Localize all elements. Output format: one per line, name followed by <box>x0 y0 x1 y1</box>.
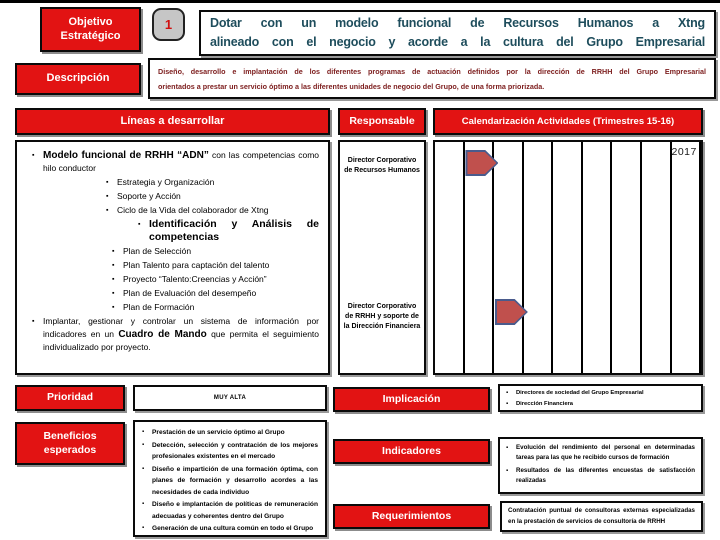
bullet-icon: ▪ <box>112 262 115 269</box>
lineas-item-text: Identificación y Análisis de competencias <box>149 218 319 243</box>
list-item-text: Resultados de las diferentes encuestas de satisfacción realizadas <box>516 467 695 484</box>
calendar-column-9 <box>672 142 702 373</box>
calendar-column-3 <box>494 142 524 373</box>
requerimientos-panel <box>500 501 703 532</box>
bullet-icon: ▪ <box>142 441 145 448</box>
lineas-panel <box>15 140 330 375</box>
calendar-column-8 <box>642 142 672 373</box>
calendar-column-5 <box>553 142 583 373</box>
bullet-icon: ▪ <box>142 525 145 531</box>
objective-number-badge: 1 <box>152 8 185 41</box>
list-item-text: Diseño e implantación de políticas de remuneración adecuadas y coherentes dentro del Grupo <box>152 501 318 520</box>
year-label-2017: 2017 <box>671 146 697 158</box>
descripcion-line-2: orientados a prestar un servicio óptimo a las diferentes unidades de negocio del Grupo, de una forma priorizada. <box>158 82 545 91</box>
list-item <box>506 400 695 410</box>
list-item <box>142 464 318 499</box>
beneficios-panel <box>133 420 327 537</box>
lineas-item <box>112 259 319 272</box>
objetivo-estrategico-label: Objetivo Estratégico <box>40 7 141 52</box>
bullet-icon: ▪ <box>112 304 115 311</box>
prioridad-header: Prioridad <box>15 385 125 411</box>
bullet-icon: ▪ <box>506 445 509 451</box>
lineas-item <box>32 149 319 175</box>
calendar-column-4 <box>524 142 554 373</box>
requerimientos-text: Contratación puntual de consultoras externas especializadas en la prestación de servicios de consultoría de RRHH <box>508 507 695 525</box>
title-box <box>199 10 716 56</box>
bullet-icon: ▪ <box>112 276 115 283</box>
bullet-icon: ▪ <box>142 501 145 507</box>
lineas-item <box>112 245 319 258</box>
top-border-line <box>0 0 720 3</box>
prioridad-value: MUY ALTA <box>213 395 247 401</box>
lineas-item <box>112 287 319 300</box>
prioridad-value-box <box>133 385 327 411</box>
list-item-text: Detección, selección y contratación de los mejores profesionales existentes en el mercado <box>152 441 318 460</box>
lineas-item-text: Plan de Evaluación del desempeño <box>123 288 257 298</box>
list-item <box>506 443 695 463</box>
bullet-icon: ▪ <box>32 318 35 325</box>
bullet-icon: ▪ <box>506 400 509 407</box>
lineas-item <box>106 176 319 189</box>
lineas-item-text: Soporte y Acción <box>117 191 181 201</box>
list-item-text: Generación de una cultura común en todo el Grupo <box>152 525 314 532</box>
bullet-icon: ▪ <box>506 468 509 474</box>
calendar-grid <box>433 140 703 375</box>
lineas-item-text: Plan de Formación <box>123 302 195 312</box>
lineas-item-text: Ciclo de la Vida del colaborador de Xtng <box>117 205 269 215</box>
descripcion-line-1: Diseño, desarrollo e implantación de los diferentes programas de actuación definidos por la dirección de RRHH del Grupo Empresarial <box>158 67 706 76</box>
lineas-item <box>106 190 319 203</box>
lineas-item-text: Proyecto “Talento:Creencias y Acción” <box>123 274 267 284</box>
calendar-column-7 <box>612 142 642 373</box>
lineas-item <box>112 301 319 314</box>
lineas-item <box>138 218 319 244</box>
bullet-icon: ▪ <box>32 152 35 159</box>
calendar-column-1 <box>435 142 465 373</box>
lineas-item-text: Plan Talento para captación del talento <box>123 260 270 270</box>
bullet-icon: ▪ <box>106 193 109 200</box>
bullet-icon: ▪ <box>138 221 141 228</box>
list-item <box>506 466 695 486</box>
bullet-icon: ▪ <box>506 390 509 396</box>
lineas-item-text: Plan de Selección <box>123 246 192 256</box>
lineas-item-text: Modelo funcional de RRHH “ADN” con las competencias como hilo conductor <box>43 150 319 173</box>
responsable-item-1: Director Corporativo de Recursos Humanos <box>344 157 420 174</box>
lineas-item-text: Estrategia y Organización <box>117 177 215 187</box>
indicadores-header: Indicadores <box>333 439 490 464</box>
indicadores-panel <box>498 437 703 494</box>
list-item-text: Dirección Financiera <box>516 400 574 407</box>
list-item <box>506 389 695 399</box>
beneficios-header: Beneficios esperados <box>15 422 125 465</box>
list-item <box>142 440 318 463</box>
bullet-icon: ▪ <box>106 207 109 214</box>
lineas-list <box>26 149 319 354</box>
requerimientos-header: Requerimientos <box>333 504 490 529</box>
responsable-panel <box>338 140 426 375</box>
descripcion-box <box>148 58 716 99</box>
calendar-column-2 <box>465 142 495 373</box>
list-item-text: Prestación de un servicio óptimo al Grupo <box>152 429 285 436</box>
list-item <box>142 427 318 439</box>
list-item <box>142 499 318 522</box>
lineas-item-text: Implantar, gestionar y controlar un sistema de información por indicadores en un Cuadro de Mando que permita el seguimiento individualizado por proyecto. <box>43 316 320 352</box>
list-item-text: Diseño e impartición de una formación óptima, con planes de formación y desarrollo acordes a las necesidades de cada individuo <box>152 465 318 496</box>
bullet-icon: ▪ <box>112 290 115 297</box>
bullet-icon: ▪ <box>112 248 115 255</box>
list-item <box>142 523 318 535</box>
calendarizacion-header: Calendarización Actividades (Trimestres 15-16) <box>433 108 703 135</box>
list-item-text: Directores de sociedad del Grupo Empresarial <box>516 390 644 396</box>
bullet-icon: ▪ <box>142 465 145 472</box>
lineas-header: Líneas a desarrollar <box>15 108 330 135</box>
implicacion-panel <box>498 384 703 412</box>
lineas-item <box>112 273 319 286</box>
bullet-icon: ▪ <box>142 429 145 435</box>
bullet-icon: ▪ <box>106 179 109 186</box>
slide-title-line-1: Dotar con un modelo funcional de Recursos Humanos a Xtng <box>210 16 705 30</box>
lineas-item <box>106 204 319 217</box>
responsable-item-2: Director Corporativo de RRHH y soporte de la Dirección Financiera <box>343 303 421 330</box>
lineas-item <box>32 315 319 354</box>
list-item-text: Evolución del rendimiento del personal en determinadas tareas para las que he recibido cursos de formación <box>516 444 695 461</box>
implicacion-header: Implicación <box>333 387 490 412</box>
slide-title-line-2: alineado con el negocio y acorde a la cultura del Grupo Empresarial <box>210 35 705 49</box>
responsable-header: Responsable <box>338 108 426 135</box>
descripcion-label: Descripción <box>15 63 141 95</box>
calendar-column-6 <box>583 142 613 373</box>
